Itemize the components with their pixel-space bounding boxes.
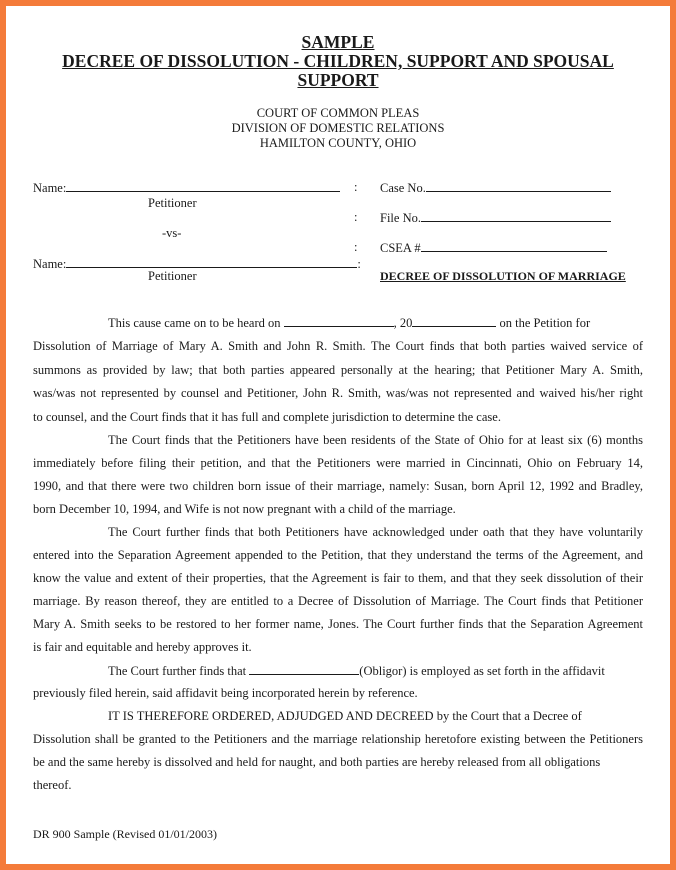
csea-label: CSEA # bbox=[380, 241, 421, 255]
p5-line3: be and the same hereby is dissolved and held for naught, and both parties are hereby released from all obligations bbox=[33, 755, 601, 769]
decree-heading: DECREE OF DISSOLUTION OF MARRIAGE bbox=[380, 269, 626, 283]
case-no-field[interactable] bbox=[426, 180, 611, 192]
p2-line3: 1990, and that there were two children born issue of their marriage, namely: Susan, born April 12, 1992 and Bradley, bbox=[33, 479, 643, 493]
case-no-label: Case No. bbox=[380, 181, 426, 195]
caption-colon: : bbox=[354, 210, 358, 224]
case-no-row bbox=[380, 180, 611, 196]
court-county: HAMILTON COUNTY, OHIO bbox=[259, 136, 417, 150]
file-no-field[interactable] bbox=[421, 210, 611, 222]
p1-year-text: , 20 bbox=[393, 316, 413, 330]
hearing-date-field[interactable] bbox=[284, 315, 394, 327]
p4-line2: previously filed herein, said affidavit being incorporated herein by reference. bbox=[33, 686, 418, 700]
petitioner2-label: Petitioner bbox=[148, 269, 197, 283]
p3-line4: marriage. By reason thereof, they are entitled to a Decree of Dissolution of Marriage. The Court finds that Petitioner bbox=[33, 594, 643, 608]
p2-line2: immediately before filing their petition, and that the Petitioners were married in Cincinnati, Ohio on February 14, bbox=[33, 456, 643, 470]
caption-colon: : bbox=[354, 180, 358, 194]
petitioner1-label: Petitioner bbox=[148, 196, 197, 210]
p1-line1 bbox=[108, 315, 643, 331]
file-no-row bbox=[380, 210, 611, 226]
obligor-field[interactable] bbox=[249, 663, 359, 675]
title-decree: DECREE OF DISSOLUTION - CHILDREN, SUPPORT AND SPOUSAL bbox=[62, 51, 614, 71]
csea-row bbox=[380, 240, 607, 256]
court-division: DIVISION OF DOMESTIC RELATIONS bbox=[231, 121, 445, 135]
caption-colon: : bbox=[357, 257, 361, 271]
file-no-label: File No. bbox=[380, 211, 421, 225]
p3-line6: is fair and equitable and hereby approves it. bbox=[33, 640, 252, 654]
p1-line5: to counsel, and the Court finds that it has full and complete jurisdiction to determine the case. bbox=[33, 410, 501, 424]
p3-line3: know the value and extent of their properties, that the Agreement is fair to them, and that they seek dissolution of their bbox=[33, 571, 643, 585]
title-support: SUPPORT bbox=[297, 70, 379, 90]
name-label: Name: bbox=[33, 257, 67, 271]
p3-line1: The Court further finds that both Petitioners have acknowledged under oath that they have voluntarily bbox=[108, 525, 643, 539]
p4-text: (Obligor) is employed as set forth in the affidavit bbox=[359, 664, 605, 678]
p1-line2: Dissolution of Marriage of Mary A. Smith and John R. Smith. The Court finds that both parties waived service of bbox=[33, 339, 643, 353]
p2-line4: born December 10, 1994, and Wife is not now pregnant with a child of the marriage. bbox=[33, 502, 456, 516]
p5-line4: thereof. bbox=[33, 778, 72, 792]
p2-line1: The Court finds that the Petitioners have been residents of the State of Ohio for at least six (6) months bbox=[108, 433, 643, 447]
form-footer: DR 900 Sample (Revised 01/01/2003) bbox=[33, 827, 217, 841]
caption-colon: : bbox=[354, 240, 358, 254]
court-name: COURT OF COMMON PLEAS bbox=[256, 106, 420, 120]
p4-line1 bbox=[108, 663, 643, 679]
p1-line4: was/was not represented by counsel and Petitioner, John R. Smith, was/was not represented and waived his/her right bbox=[33, 386, 643, 400]
petitioner2-name-field[interactable] bbox=[66, 256, 357, 268]
title-sample: SAMPLE bbox=[301, 32, 375, 52]
petitioner1-name-row bbox=[33, 180, 340, 196]
petitioner1-name-field[interactable] bbox=[66, 180, 340, 192]
name-label: Name: bbox=[33, 181, 67, 195]
p4-text: The Court further finds that bbox=[108, 664, 247, 678]
p1-line3: summons as provided by law; that both parties appeared personally at the hearing; that Petitioner Mary A. Smith, bbox=[33, 363, 643, 377]
csea-field[interactable] bbox=[421, 240, 607, 252]
p5-line2: Dissolution shall be granted to the Petitioners and the marriage relationship heretofore existing between the Petitioners bbox=[33, 732, 643, 746]
p1-text: on the Petition for bbox=[499, 316, 591, 330]
p1-text: This cause came on to be heard on bbox=[108, 316, 281, 330]
p5-line1: IT IS THEREFORE ORDERED, ADJUDGED AND DECREED by the Court that a Decree of bbox=[108, 709, 582, 723]
p3-line2: entered into the Separation Agreement appended to the Petition, that they understand the terms of the Agreement, and bbox=[33, 548, 643, 562]
versus-label: -vs- bbox=[162, 226, 182, 240]
p3-line5: Mary A. Smith seeks to be restored to her former name, Jones. The Court further finds that the Separation Agreement bbox=[33, 617, 643, 631]
hearing-year-field[interactable] bbox=[412, 315, 496, 327]
